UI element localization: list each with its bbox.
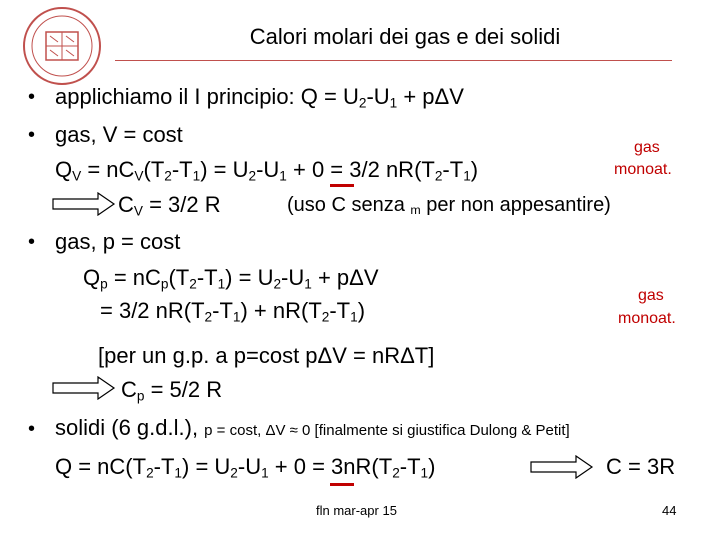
bullet-3: • xyxy=(28,231,36,253)
line-solidi: solidi (6 g.d.l.), p = cost, ΔV ≈ 0 [finalmente si giustifica Dulong & Petit] xyxy=(55,415,570,440)
bullet-1: • xyxy=(28,86,36,108)
bullet-2: • xyxy=(28,124,36,146)
line-gp-note: [per un g.p. a p=cost pΔV = nRΔT] xyxy=(98,343,435,368)
bullet-4: • xyxy=(28,418,36,440)
note-gas-2: gas xyxy=(638,287,664,304)
footer-label: fln mar-apr 15 xyxy=(316,503,397,518)
line-first-law: applichiamo il I principio: $Q = U_2-U_1 + p\Delta V$ xyxy=(55,84,464,111)
line-qp: $Q_p = nC_p(T_2-T_1) = U_2-U_1 + p\Delta V$ xyxy=(83,265,379,292)
right-arrow-icon xyxy=(52,376,116,400)
result-c-3r: C = 3R xyxy=(606,454,676,479)
zero-underline-2 xyxy=(330,483,354,486)
line-qv: $Q_V = nC_V(T_2-T_1) = U_2-U_1 + 0 = 3/2$ $nR(T_2-T_1)$ xyxy=(55,157,479,184)
right-arrow-icon xyxy=(52,192,116,216)
line-gas-v-const: gas, V = cost xyxy=(55,122,183,147)
line-qp-result: = 3/2 $nR(T_2-T_1) + nR(T_2-T_1)$ xyxy=(100,298,366,325)
title-divider xyxy=(115,60,672,61)
line-q-solid: $Q = nC(T_2-T_1) = U_2-U_1 + 0 = 3nR(T_2-T_1)$ xyxy=(55,454,436,481)
line-cp: $C_p = 5/2$ R xyxy=(121,377,223,404)
zero-underline-1 xyxy=(330,184,354,187)
note-gas-1: gas xyxy=(634,139,660,156)
note-monoat-1: monoat. xyxy=(614,161,672,178)
right-arrow-icon xyxy=(530,455,594,479)
page-title: Calori molari dei gas e dei solidi xyxy=(249,24,561,49)
line-gas-p-const: gas, p = cost xyxy=(55,229,181,254)
note-monoat-2: monoat. xyxy=(618,310,676,327)
note-uso-c: (uso C senza $_m$ per non appesantire) xyxy=(287,194,611,218)
page-number: 44 xyxy=(662,503,677,518)
university-seal-icon xyxy=(22,6,102,86)
line-cv: $C_V = 3/2$ R xyxy=(118,192,221,219)
